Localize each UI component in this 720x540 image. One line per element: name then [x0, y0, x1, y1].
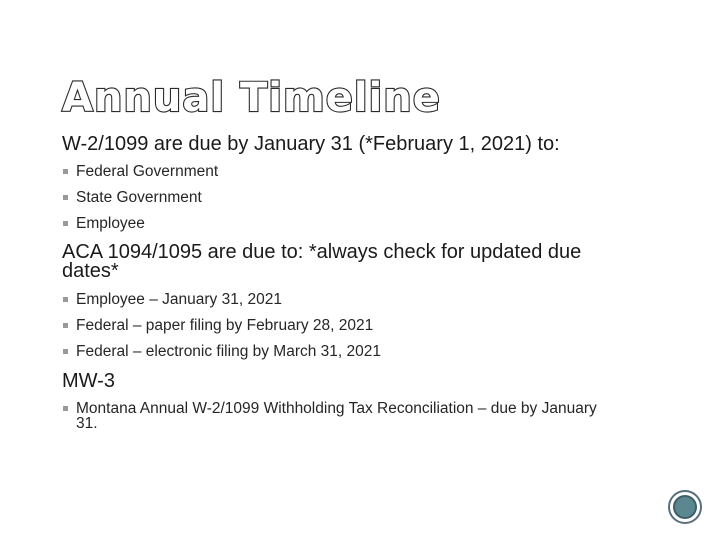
nav-button[interactable]	[668, 490, 702, 524]
bullet-icon	[63, 297, 68, 302]
bullet-icon	[63, 169, 68, 174]
list-item	[62, 190, 622, 205]
list-item	[62, 216, 622, 231]
list-item-label: Federal – paper filing by February 28, 2021	[76, 317, 374, 334]
section-heading-aca: ACA 1094/1095 are due to: *always check for updated due dates*	[62, 241, 582, 282]
circle-nav-icon	[673, 495, 697, 519]
section-heading-w2: W-2/1099 are due by January 31 (*February 1, 2021) to:	[62, 133, 560, 155]
list-item-label: Employee – January 31, 2021	[76, 291, 282, 308]
list-item-label: Montana Annual W-2/1099 Withholding Tax Reconciliation – due by January 31.	[76, 400, 597, 432]
bullet-icon	[63, 221, 68, 226]
bullet-icon	[63, 195, 68, 200]
list-item	[62, 318, 622, 333]
list-item	[62, 292, 622, 307]
slide-title: Annual Timeline	[62, 75, 441, 121]
list-item-label: Employee	[76, 215, 145, 232]
list-item-label: State Government	[76, 189, 202, 206]
list-item-label: Federal – electronic filing by March 31, 2021	[76, 343, 381, 360]
list-item	[62, 401, 602, 431]
list-item	[62, 164, 622, 179]
bullet-icon	[63, 406, 68, 411]
bullet-icon	[63, 323, 68, 328]
section-heading-mw3: MW-3	[62, 370, 115, 392]
list-item-label: Federal Government	[76, 163, 219, 180]
bullet-icon	[63, 349, 68, 354]
list-item	[62, 344, 622, 359]
